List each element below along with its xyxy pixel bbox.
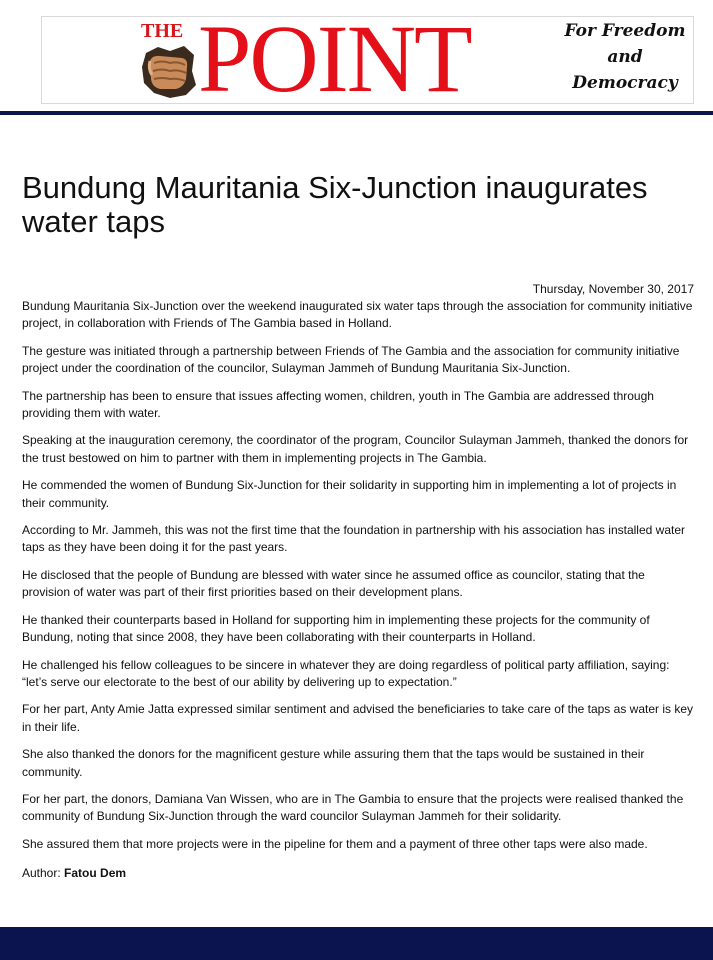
tagline-line: For Freedom bbox=[564, 21, 686, 41]
article-paragraph: He disclosed that the people of Bundung are blessed with water since he assumed office as councilor, stating that the provision of water was part of their first priorities based on their development plans. bbox=[22, 567, 645, 600]
tagline-line: and bbox=[607, 47, 643, 67]
logo-the-text: THE bbox=[141, 20, 184, 42]
article-paragraph: He challenged his fellow colleagues to be sincere in whatever they are doing regardless of political party affiliation, saying: “let’s serve our electorate to the best of our ability by delivering up to expectation.” bbox=[22, 657, 670, 689]
article-paragraph: For her part, Anty Amie Jatta expressed similar sentiment and advised the beneficiaries to take care of the taps as water is key in their life. bbox=[22, 702, 693, 734]
article-paragraph: For her part, the donors, Damiana Van Wissen, who are in The Gambia to ensure that the projects were realised thanked the community of Bundung Six-Junction through the ward councilor Sulayman Jammeh for their solidarity. bbox=[22, 791, 684, 824]
author-name[interactable]: Fatou Dem bbox=[64, 866, 127, 881]
article-paragraph: Speaking at the inauguration ceremony, the coordinator of the program, Councilor Sulayman Jammeh, thanked the donors for the trust bestowed on him to partner with them in implementing projects in The Gambia. bbox=[22, 433, 689, 465]
article-author bbox=[22, 865, 694, 881]
article-paragraph: Bundung Mauritania Six-Junction over the weekend inaugurated six water taps through the association for community initiative project, in collaboration with Friends of The Gambia based in Holland. bbox=[22, 299, 693, 331]
tagline-line: Democracy bbox=[572, 73, 678, 93]
article-paragraph: The gesture was initiated through a partnership between Friends of The Gambia and the association for community initiative project under the coordination of the councilor, Sulayman Jammeh of Bundung Mauritania Six-Junction. bbox=[22, 343, 680, 376]
article-date: Thursday, November 30, 2017 bbox=[532, 282, 694, 296]
article-body bbox=[22, 298, 694, 881]
article-paragraph: She also thanked the donors for the magnificent gesture while assuring them that the taps would be sustained in their community. bbox=[22, 747, 645, 779]
article-paragraph: He commended the women of Bundung Six-Junction for their solidarity in supporting him in implementing a lot of projects in their community. bbox=[22, 478, 677, 510]
author-label: Author: bbox=[22, 866, 61, 881]
logo-point-text: POINT bbox=[198, 16, 471, 104]
fist-icon bbox=[140, 43, 198, 99]
article-headline: Bundung Mauritania Six-Junction inaugurates water taps bbox=[22, 170, 648, 239]
article-paragraph: He thanked their counterparts based in Holland for supporting him in implementing these projects for the community of Bundung, noting that since 2008, they have been collaborating with their counterparts in Holland. bbox=[22, 612, 650, 645]
article-paragraph: According to Mr. Jammeh, this was not the first time that the foundation in partnership with his association has installed water taps as they have been doing it for the past years. bbox=[22, 523, 685, 555]
header-divider bbox=[0, 111, 713, 115]
article-paragraph: She assured them that more projects were in the pipeline for them and a payment of three other taps were also made. bbox=[22, 836, 648, 851]
masthead-logo[interactable] bbox=[41, 16, 694, 104]
footer-bar bbox=[0, 927, 713, 960]
tagline bbox=[560, 18, 690, 96]
article-paragraph: The partnership has been to ensure that issues affecting women, children, youth in The Gambia are addressed through providing them with water. bbox=[22, 388, 654, 421]
